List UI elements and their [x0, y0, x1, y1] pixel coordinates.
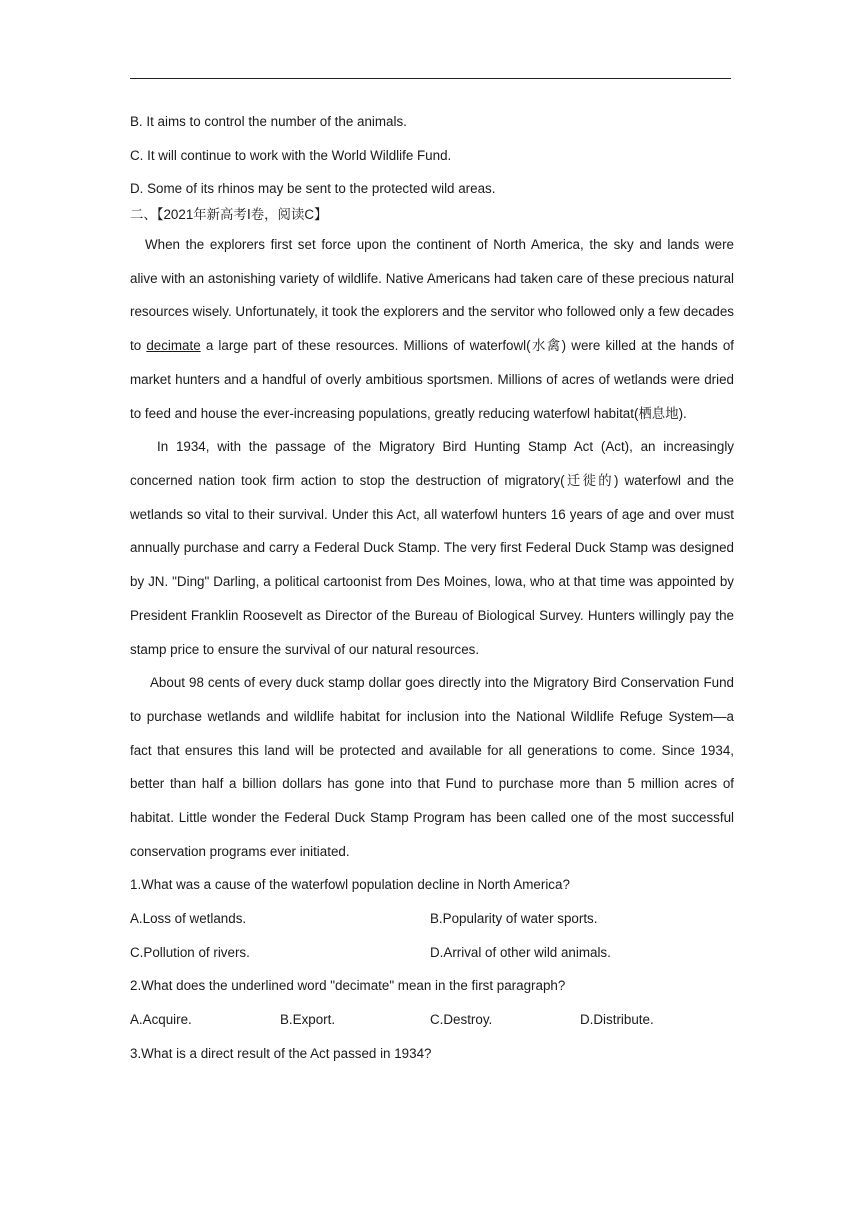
question-1-options-row-2	[130, 936, 734, 970]
question-2-option-b: B.Export.	[280, 1012, 336, 1028]
question-2-stem: 2.What does the underlined word "decimate" mean in the first paragraph?	[130, 978, 566, 994]
section-heading: 二、【2021年新高考Ⅰ卷，阅读C】	[130, 207, 328, 223]
document-body	[130, 105, 734, 1071]
passage-paragraph-1	[130, 228, 734, 430]
question-1-options-row-1	[130, 902, 734, 936]
question-1-stem: 1.What was a cause of the waterfowl population decline in North America?	[130, 877, 570, 893]
question-2-option-a: A.Acquire.	[130, 1012, 192, 1028]
question-2-option-d: D.Distribute.	[580, 1012, 654, 1028]
question-2-options-row	[130, 1003, 734, 1037]
question-1-option-a: A.Loss of wetlands.	[130, 911, 247, 927]
prev-option-d: D. Some of its rhinos may be sent to the protected wild areas.	[130, 181, 496, 197]
question-2-option-c: C.Destroy.	[430, 1012, 493, 1028]
passage-p1-text-before: When the explorers first set force upon the continent of North America, the sky and lands were alive with an astonishing variety of wildlife. Native Americans had taken care of these precious natural resources wisely. Unfortunately, it took the explorers and the servitor who followed only a few decades to	[130, 237, 734, 354]
passage-p1-text-after: a large part of these resources. Millions of waterfowl(水禽) were killed at the hands of market hunters and a handful of overly ambitious sportsmen. Millions of acres of wetlands were dried to feed and house the ever-increasing populations, greatly reducing waterfowl habitat(栖息地).	[130, 338, 734, 421]
passage-paragraph-2: In 1934, with the passage of the Migratory Bird Hunting Stamp Act (Act), an increasingly concerned nation took firm action to stop the destruction of migratory(迁徙的) waterfowl and the wetlands so vital to their survival. Under this Act, all waterfowl hunters 16 years of age and over must annually purchase and carry a Federal Duck Stamp. The very first Federal Duck Stamp was designed by JN. "Ding" Darling, a political cartoonist from Des Moines, lowa, who at that time was appointed by President Franklin Roosevelt as Director of the Bureau of Biological Survey. Hunters willingly pay the stamp price to ensure the survival of our natural resources.	[130, 439, 734, 657]
question-1-option-d: D.Arrival of other wild animals.	[430, 944, 611, 960]
question-1-option-b: B.Popularity of water sports.	[430, 911, 598, 927]
prev-option-b: B. It aims to control the number of the animals.	[130, 114, 407, 129]
header-rule	[130, 78, 731, 79]
question-1-option-c: C.Pollution of rivers.	[130, 944, 250, 960]
passage-paragraph-3: About 98 cents of every duck stamp dollar goes directly into the Migratory Bird Conservation Fund to purchase wetlands and wildlife habitat for inclusion into the National Wildlife Refuge System—a fact that ensures this land will be protected and available for all generations to come. Since 1934, better than half a billion dollars has gone into that Fund to purchase more than 5 million acres of habitat. Little wonder the Federal Duck Stamp Program has been called one of the most successful conservation programs ever initiated.	[130, 675, 734, 859]
question-3-stem: 3.What is a direct result of the Act passed in 1934?	[130, 1045, 432, 1061]
underlined-word: decimate	[146, 338, 201, 354]
prev-option-c: C. It will continue to work with the World Wildlife Fund.	[130, 147, 452, 163]
